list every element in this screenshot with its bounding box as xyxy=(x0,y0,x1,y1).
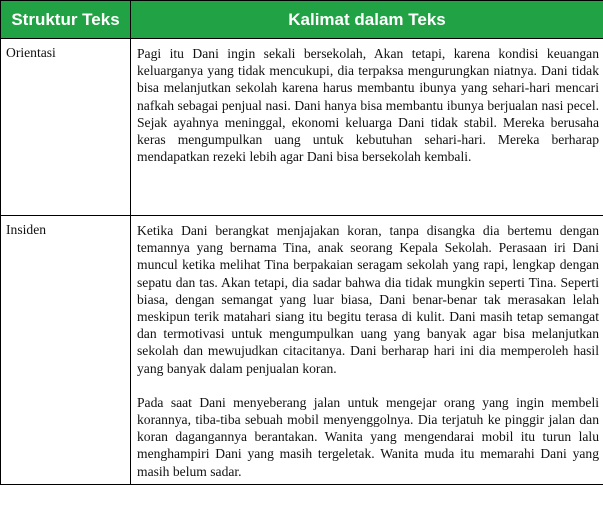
structure-label-orientasi: Orientasi xyxy=(1,39,131,216)
paragraph: Ketika Dani berangkat menjajakan koran, tanpa disangka dia bertemu dengan temannya yang bernama Tina, anak seorang Kepala Sekolah. Perasaan iri Dani muncul ketika melihat Tina berpakaian seragam sekolah yang rapi, lengkap dengan sepatu dan tas. Akan tetapi, dia sadar bahwa dia tidak mungkin seperti Tina. Seperti biasa, dengan semangat yang luar biasa, Dani benar-benar tak merasakan lelah meskipun terik matahari siang itu begitu terasa di kulit. Dani masih tetap semangat dan termotivasi untuk mengumpulkan uang yang banyak agar bisa melanjutkan sekolah dan mewujudkan citacitanya. Dani berharap hari ini dia memperoleh hasil yang banyak dalam penjualan koran. xyxy=(137,223,599,376)
structure-label-insiden: Insiden xyxy=(1,216,131,485)
paragraph: Pagi itu Dani ingin sekali bersekolah, Akan tetapi, karena kondisi keuangan keluarganya yang tidak mencukupi, dia terpaksa mengurungkan niatnya. Dani tidak bisa melanjutkan sekolah karena harus membantu ibunya yang sehari-hari mencari nafkah sebagai penjual nasi. Dani hanya bisa membantu ibunya berjualan nasi pecel. Sejak ayahnya meninggal, ekonomi keluarga Dani tidak stabil. Mereka berusaha keras mengumpulkan uang untuk kebutuhan sehari-hari. Mereka berharap mendapatkan rezeki lebih agar Dani bisa bersekolah kembali. xyxy=(137,46,599,165)
table-row-insiden xyxy=(1,216,603,485)
header-kalimat-dalam-teks: Kalimat dalam Teks xyxy=(131,1,603,39)
header-row xyxy=(1,1,603,39)
sentences-cell-orientasi xyxy=(131,39,603,216)
sentences-cell-insiden xyxy=(131,216,603,485)
header-struktur-teks: Struktur Teks xyxy=(1,1,131,39)
paragraph: Pada saat Dani menyeberang jalan untuk mengejar orang yang ingin membeli korannya, tiba-tiba sebuah mobil menyenggolnya. Dia terjatuh ke pinggir jalan dan koran dagangannya berantakan. Wanita yang mengendarai mobil itu turun lalu menghampiri Dani yang masih tergeletak. Wanita muda itu memarahi Dani yang masih belum sadar. xyxy=(137,394,599,479)
table-row-orientasi xyxy=(1,39,603,216)
